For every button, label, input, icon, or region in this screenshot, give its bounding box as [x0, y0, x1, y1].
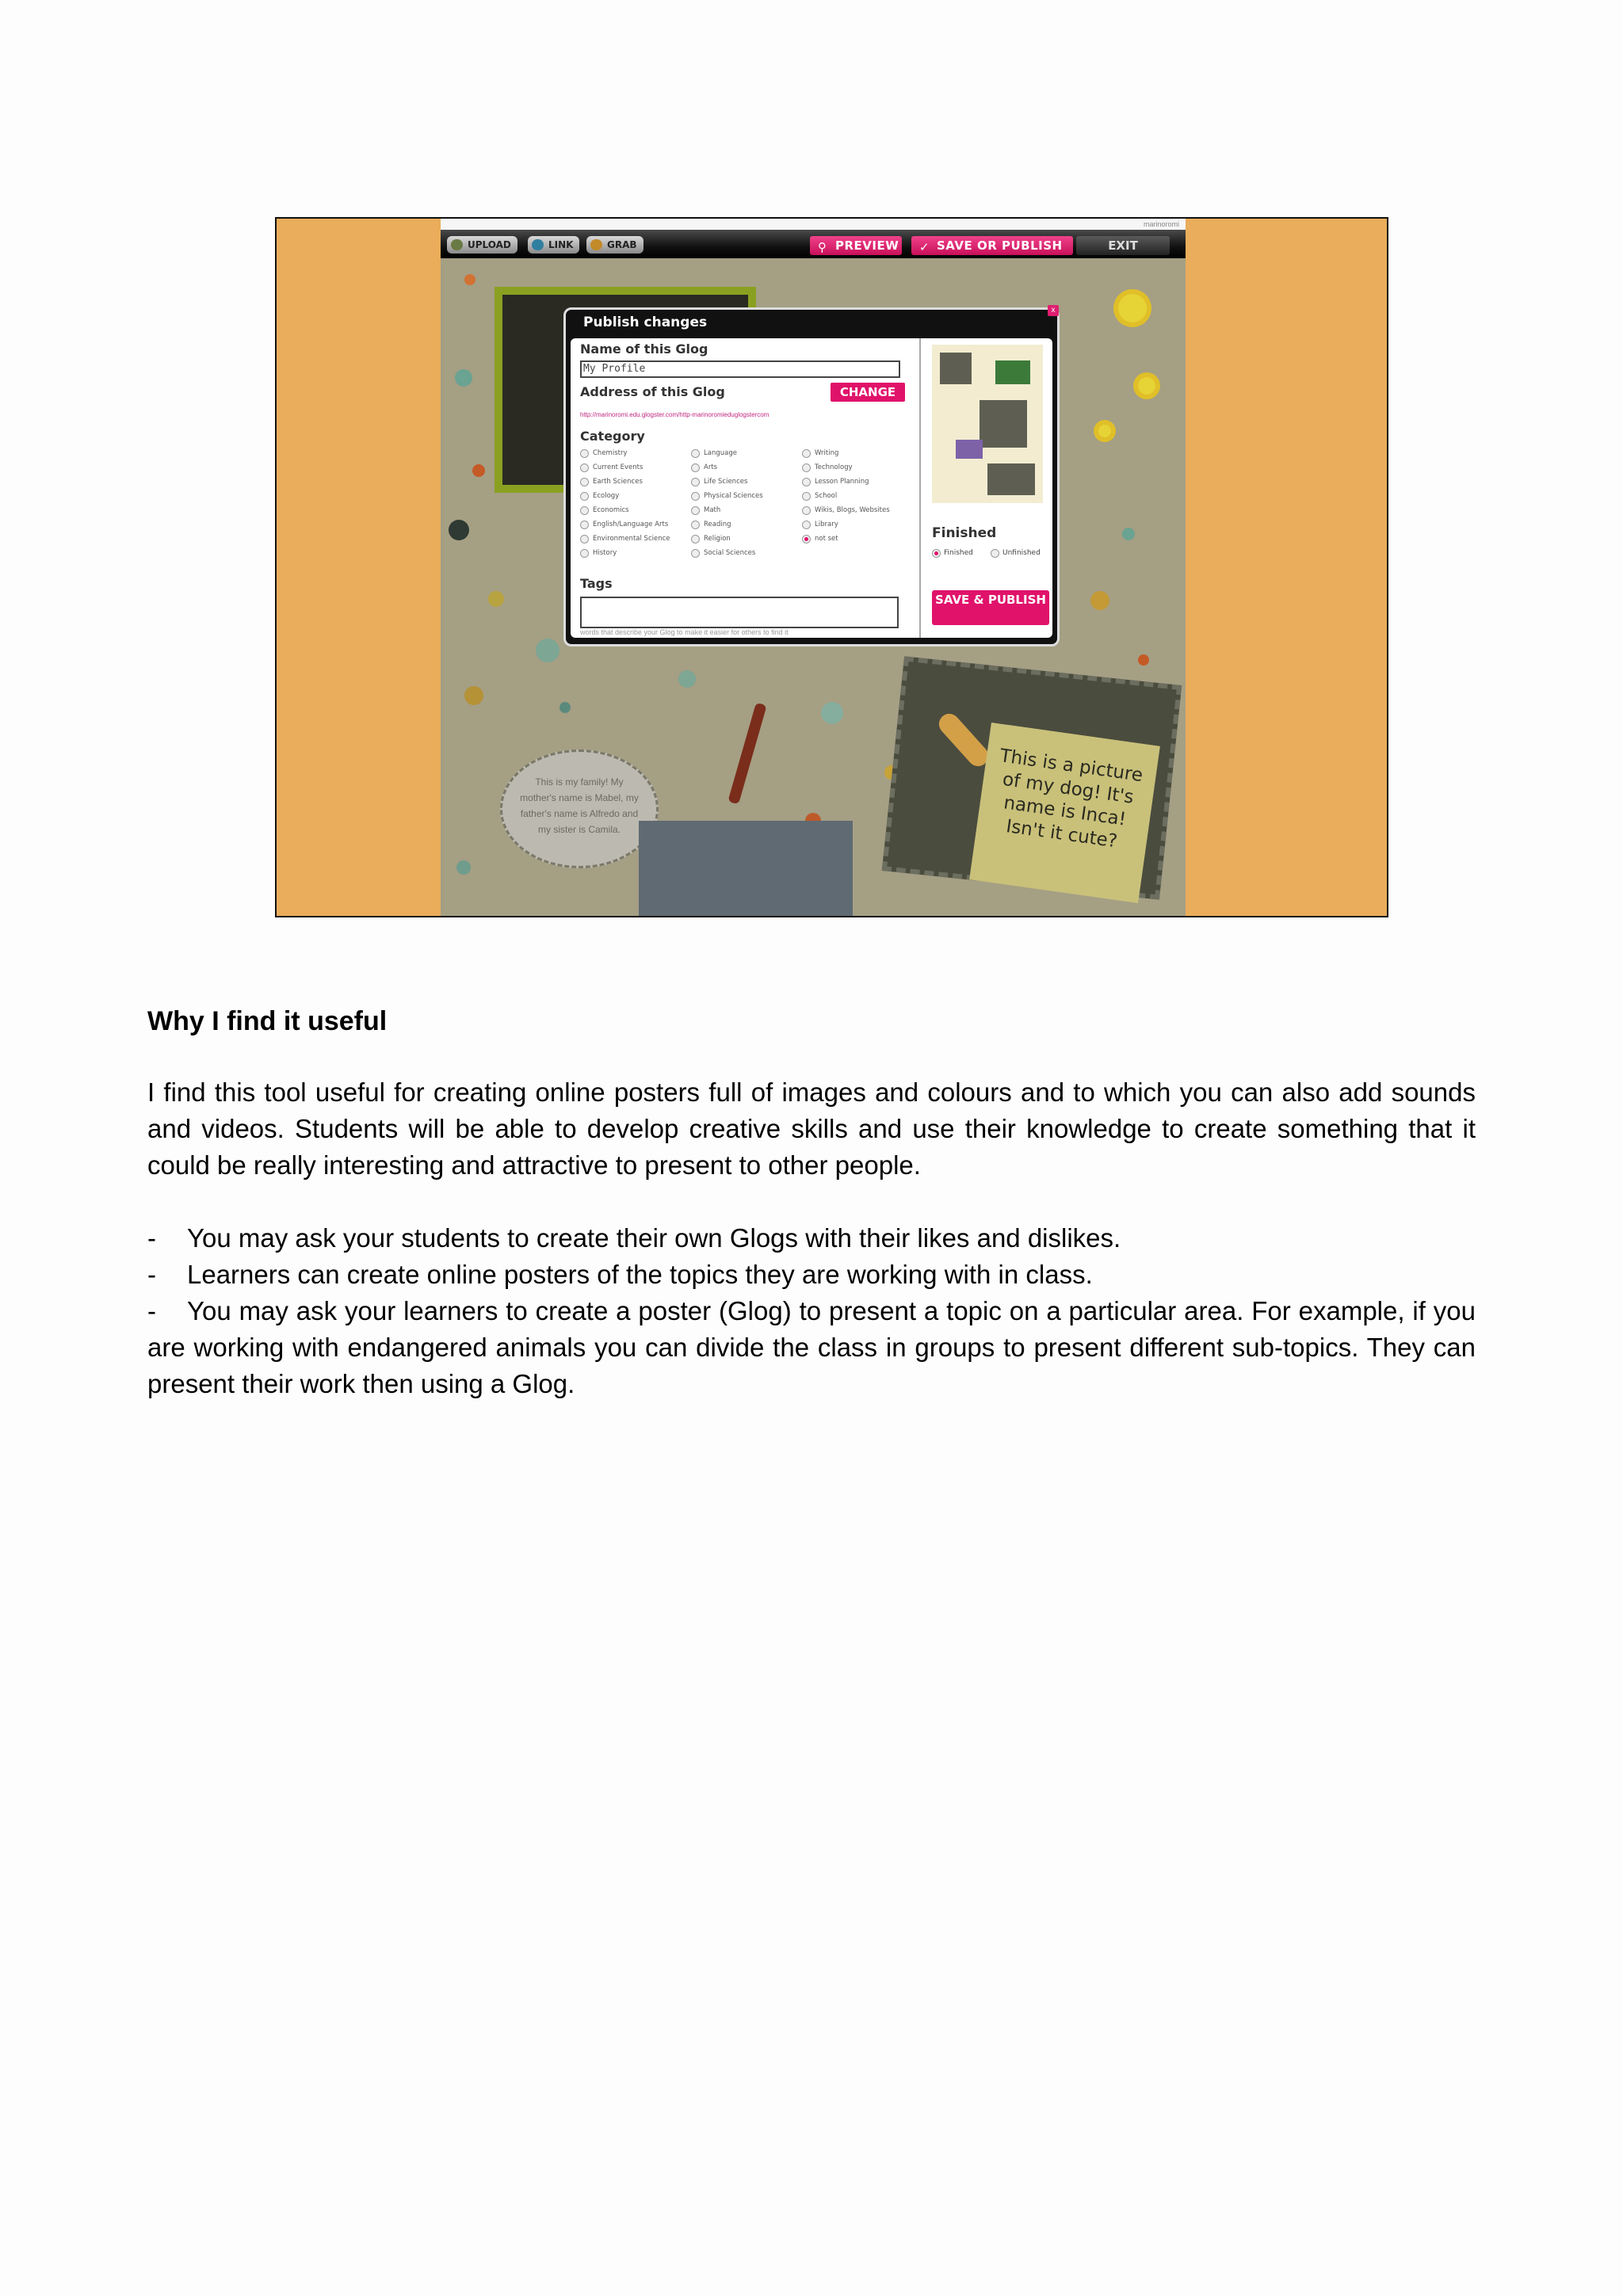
decor-dot: [456, 860, 471, 875]
glog-name-input[interactable]: My Profile: [580, 360, 900, 378]
skewer-sticker: [727, 703, 766, 805]
radio-icon: [691, 463, 700, 472]
category-option[interactable]: [580, 503, 670, 517]
category-option-label: Lesson Planning: [815, 478, 869, 486]
dialog-title: Publish changes: [583, 315, 708, 330]
decor-dot: [488, 591, 504, 607]
link-icon: [532, 239, 544, 250]
category-option-label: History: [593, 549, 617, 557]
bullet-list: [147, 1220, 1476, 1402]
category-option[interactable]: [691, 532, 763, 546]
list-item: [147, 1257, 1476, 1293]
category-option-label: Writing: [815, 449, 839, 457]
decor-dot: [536, 639, 559, 662]
category-column-3: [802, 446, 890, 546]
finished-label: Finished: [932, 525, 997, 541]
decor-dot: [472, 464, 485, 477]
category-option[interactable]: [691, 489, 763, 503]
radio-selected-icon: [932, 549, 941, 558]
category-option[interactable]: [802, 446, 890, 460]
decor-dot: [1138, 654, 1149, 666]
category-option[interactable]: [802, 503, 890, 517]
magnifier-icon: ⚲: [818, 240, 827, 254]
category-label: Category: [580, 429, 645, 444]
upload-icon: [451, 239, 463, 250]
decor-dot: [464, 686, 483, 705]
family-photo: [639, 821, 853, 916]
category-option[interactable]: [691, 446, 763, 460]
category-option-label: Arts: [704, 463, 718, 471]
upload-label: UPLOAD: [468, 239, 511, 250]
radio-icon: [580, 449, 589, 458]
preview-button[interactable]: [810, 236, 902, 255]
category-option[interactable]: [580, 546, 670, 560]
category-option[interactable]: [580, 532, 670, 546]
radio-icon: [691, 549, 700, 558]
radio-icon: [580, 506, 589, 515]
decor-dot: [1122, 528, 1135, 540]
body-paragraph: I find this tool useful for creating online posters full of images and colours and to which you can also add sounds and videos. Students will be able to develop creative skills and use their knowledge to create something that it could be really interesting and attractive to present to other people.: [147, 1077, 1476, 1180]
category-option-label: Reading: [704, 521, 731, 528]
finished-option-label: Finished: [944, 549, 973, 557]
decor-dot: [449, 520, 469, 540]
top-user-strip: marinoromi: [441, 219, 1186, 230]
category-option-selected[interactable]: [802, 532, 890, 546]
close-icon[interactable]: x: [1048, 305, 1059, 316]
list-item-text: You may ask your learners to create a poster (Glog) to present a topic on a particular area. For example, if you are working with endangered animals you can divide the class in groups to present different sub-topics. They can present their work then using a Glog.: [147, 1296, 1476, 1398]
flower-decoration: [1118, 294, 1147, 322]
category-option[interactable]: [802, 489, 890, 503]
category-option[interactable]: [580, 475, 670, 489]
glog-url[interactable]: http://marinoromi.edu.glogster.com/http-marinoromieduglogstercom: [580, 411, 769, 418]
preview-label: PREVIEW: [835, 238, 899, 253]
category-option-label: Language: [704, 449, 737, 457]
save-and-publish-button[interactable]: SAVE & PUBLISH: [932, 590, 1049, 625]
tags-label: Tags: [580, 576, 613, 591]
flower-decoration: [1138, 377, 1155, 395]
radio-icon: [580, 521, 589, 529]
radio-icon: [691, 492, 700, 501]
list-item-text: You may ask your students to create their own Glogs with their likes and dislikes.: [187, 1223, 1121, 1253]
unfinished-option-label: Unfinished: [1002, 549, 1041, 557]
link-label: LINK: [548, 239, 574, 250]
publish-dialog: [563, 307, 1060, 646]
category-option-label: Physical Sciences: [704, 492, 763, 500]
category-option-label: Ecology: [593, 492, 620, 500]
category-option-label: not set: [815, 535, 838, 543]
dog-note: This is a picture of my dog! It's name is Inca! Isn't it cute?: [969, 723, 1160, 903]
radio-icon: [802, 521, 811, 529]
radio-icon: [580, 549, 589, 558]
glogster-screenshot: [275, 217, 1388, 917]
radio-icon: [580, 463, 589, 472]
category-option-label: Library: [815, 521, 838, 528]
category-option[interactable]: [580, 489, 670, 503]
category-option-label: Math: [704, 506, 721, 514]
dialog-divider: [919, 338, 921, 638]
category-option[interactable]: [802, 460, 890, 475]
bullet-dash: -: [147, 1260, 156, 1289]
radio-icon: [580, 492, 589, 501]
flower-decoration: [1098, 425, 1111, 437]
category-option-label: Economics: [593, 506, 629, 514]
category-option-label: Wikis, Blogs, Websites: [815, 506, 890, 514]
thumbnail-photo: [987, 463, 1035, 495]
category-option[interactable]: [802, 517, 890, 532]
tags-hint: words that describe your Glog to make it easier for others to find it: [580, 628, 789, 636]
radio-icon: [802, 449, 811, 458]
thumbnail-photo: [940, 353, 972, 384]
decor-dot: [1090, 591, 1109, 610]
decor-dot: [464, 274, 475, 285]
category-option[interactable]: [691, 503, 763, 517]
radio-icon: [691, 535, 700, 543]
category-option[interactable]: [580, 517, 670, 532]
dialog-body: [571, 338, 1052, 638]
category-option[interactable]: [580, 460, 670, 475]
finished-option[interactable]: [932, 547, 973, 559]
radio-icon: [691, 478, 700, 486]
category-option-label: Religion: [704, 535, 731, 543]
thumbnail-photo: [980, 400, 1027, 448]
radio-selected-icon: [802, 535, 811, 543]
save-or-publish-button[interactable]: [911, 236, 1073, 255]
category-option-label: Life Sciences: [704, 478, 748, 486]
thumbnail-sticker: [995, 360, 1030, 384]
radio-icon: [691, 506, 700, 515]
glog-thumbnail: [932, 345, 1043, 503]
address-label: Address of this Glog: [580, 384, 725, 399]
category-option-label: English/Language Arts: [593, 521, 669, 528]
category-column-2: [691, 446, 763, 560]
radio-icon: [802, 478, 811, 486]
radio-icon: [580, 535, 589, 543]
radio-icon: [802, 463, 811, 472]
decor-dot: [678, 670, 696, 688]
category-option-label: Chemistry: [593, 449, 628, 457]
category-option[interactable]: [691, 460, 763, 475]
list-item-text: Learners can create online posters of the topics they are working with in class.: [187, 1260, 1093, 1289]
name-label: Name of this Glog: [580, 341, 708, 357]
category-option[interactable]: [691, 475, 763, 489]
decor-dot: [455, 369, 472, 387]
category-option[interactable]: [691, 517, 763, 532]
category-column-1: [580, 446, 670, 560]
grab-icon: [590, 239, 602, 250]
radio-icon: [580, 478, 589, 486]
list-item: [147, 1293, 1476, 1402]
category-option[interactable]: [802, 475, 890, 489]
category-option-label: Technology: [815, 463, 853, 471]
radio-icon: [691, 449, 700, 458]
checkmark-icon: ✓: [919, 240, 930, 254]
radio-icon: [802, 492, 811, 501]
bullet-dash: -: [147, 1296, 156, 1325]
category-option[interactable]: [691, 546, 763, 560]
category-option-label: Social Sciences: [704, 549, 756, 557]
change-address-button[interactable]: CHANGE: [831, 383, 905, 402]
family-thought-cloud: This is my family! My mother's name is Mabel, my father's name is Alfredo and my sister is Camila.: [500, 749, 659, 868]
bullet-dash: -: [147, 1223, 156, 1253]
category-option-label: Earth Sciences: [593, 478, 643, 486]
glogster-editor: [441, 219, 1186, 916]
radio-icon: [802, 506, 811, 515]
category-option-label: Current Events: [593, 463, 643, 471]
decor-dot: [821, 702, 843, 724]
category-option[interactable]: [580, 446, 670, 460]
link-button[interactable]: [528, 236, 579, 254]
list-item: [147, 1220, 1476, 1257]
thumbnail-sticker: [956, 440, 983, 459]
grab-button[interactable]: [586, 236, 643, 254]
editor-toolbar: [441, 230, 1186, 258]
section-heading: Why I find it useful: [147, 1006, 388, 1036]
tags-input[interactable]: [580, 597, 899, 628]
grab-label: GRAB: [607, 239, 637, 250]
radio-icon: [991, 549, 999, 558]
upload-button[interactable]: [447, 236, 517, 254]
unfinished-option[interactable]: [991, 547, 1041, 559]
category-option-label: School: [815, 492, 838, 500]
decor-dot: [559, 702, 571, 713]
save-or-publish-label: SAVE OR PUBLISH: [937, 238, 1063, 253]
category-option-label: Environmental Science: [593, 535, 670, 543]
exit-button[interactable]: EXIT: [1076, 236, 1170, 255]
radio-icon: [691, 521, 700, 529]
